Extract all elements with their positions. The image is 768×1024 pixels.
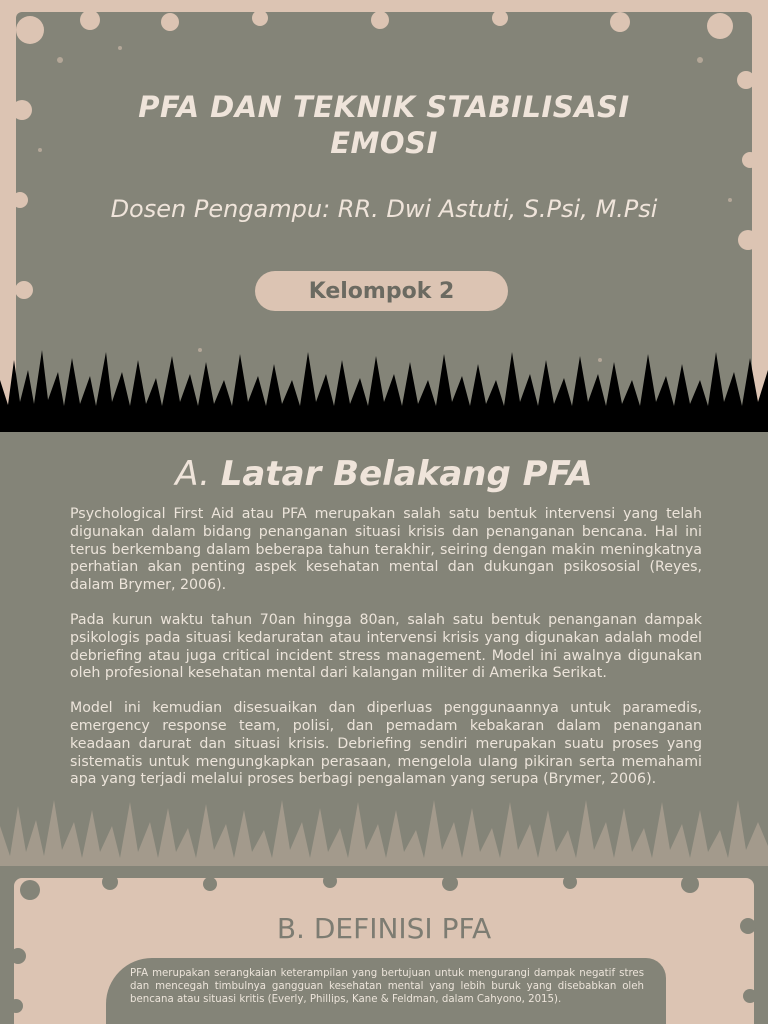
paragraph: PFA merupakan serangkaian keterampilan yang bertujuan untuk mengurangi dampak negatif stres dan mencegah timbulnya gangguan kesehatan mental yang lebih buruk yang disebabkan oleh bencana atau situasi kritis (Everly, Phillips, Kane & Feldman, dalam Cahyono, 2015). — [130, 968, 644, 1005]
group-badge: Kelompok 2 — [255, 271, 508, 311]
slide-definition — [0, 866, 768, 1024]
paragraph: Pada kurun waktu tahun 70an hingga 80an, salah satu bentuk penanganan dampak psikologis pada situasi kedaruratan atau intervensi krisis yang digunakan adalah model debriefing atau juga critical incident stress management. Model ini awalnya digunakan oleh profesional kesehatan mental dari kalangan militer di Amerika Serikat. — [70, 611, 702, 682]
heading-prefix: A. — [175, 454, 210, 494]
paragraph: Model ini kemudian disesuaikan dan diperluas penggunaannya untuk paramedis, emergency response team, polisi, dan pemadam kebakaran dalam penanganan keadaan darurat dan situasi krisis. Debriefing sendiri merupakan suatu proses yang sistematis untuk mengungkapkan perasaan, mengelola ulang pikiran serta memahami apa yang terjadi melalui proses berbagi pengalaman yang serupa (Brymer, 2006). — [70, 700, 702, 788]
lecturer-subtitle: Dosen Pengampu: RR. Dwi Astuti, S.Psi, M.Psi — [110, 195, 658, 223]
title-line-2: EMOSI — [330, 126, 438, 160]
title-line-1: PFA DAN TEKNIK STABILISASI — [138, 90, 630, 124]
slide-title — [0, 0, 768, 432]
definition-body — [130, 968, 644, 1018]
slide-background — [0, 432, 768, 866]
grass-decoration — [0, 786, 768, 866]
section-heading-b: B. DEFINISI PFA — [276, 912, 492, 945]
section-heading-a — [0, 454, 768, 494]
background-body — [70, 506, 702, 806]
paragraph: Psychological First Aid atau PFA merupakan salah satu bentuk intervensi yang telah digunakan dalam bidang penanganan situasi krisis dan penanganan bencana. Hal ini terus berkembang dalam beberapa tahun terakhir, seiring dengan makin meningkatnya perhatian akan penting aspek kesehatan mental dan dukungan psikososial (Reyes, dalam Brymer, 2006). — [70, 506, 702, 594]
heading-main: Latar Belakang PFA — [220, 454, 593, 494]
